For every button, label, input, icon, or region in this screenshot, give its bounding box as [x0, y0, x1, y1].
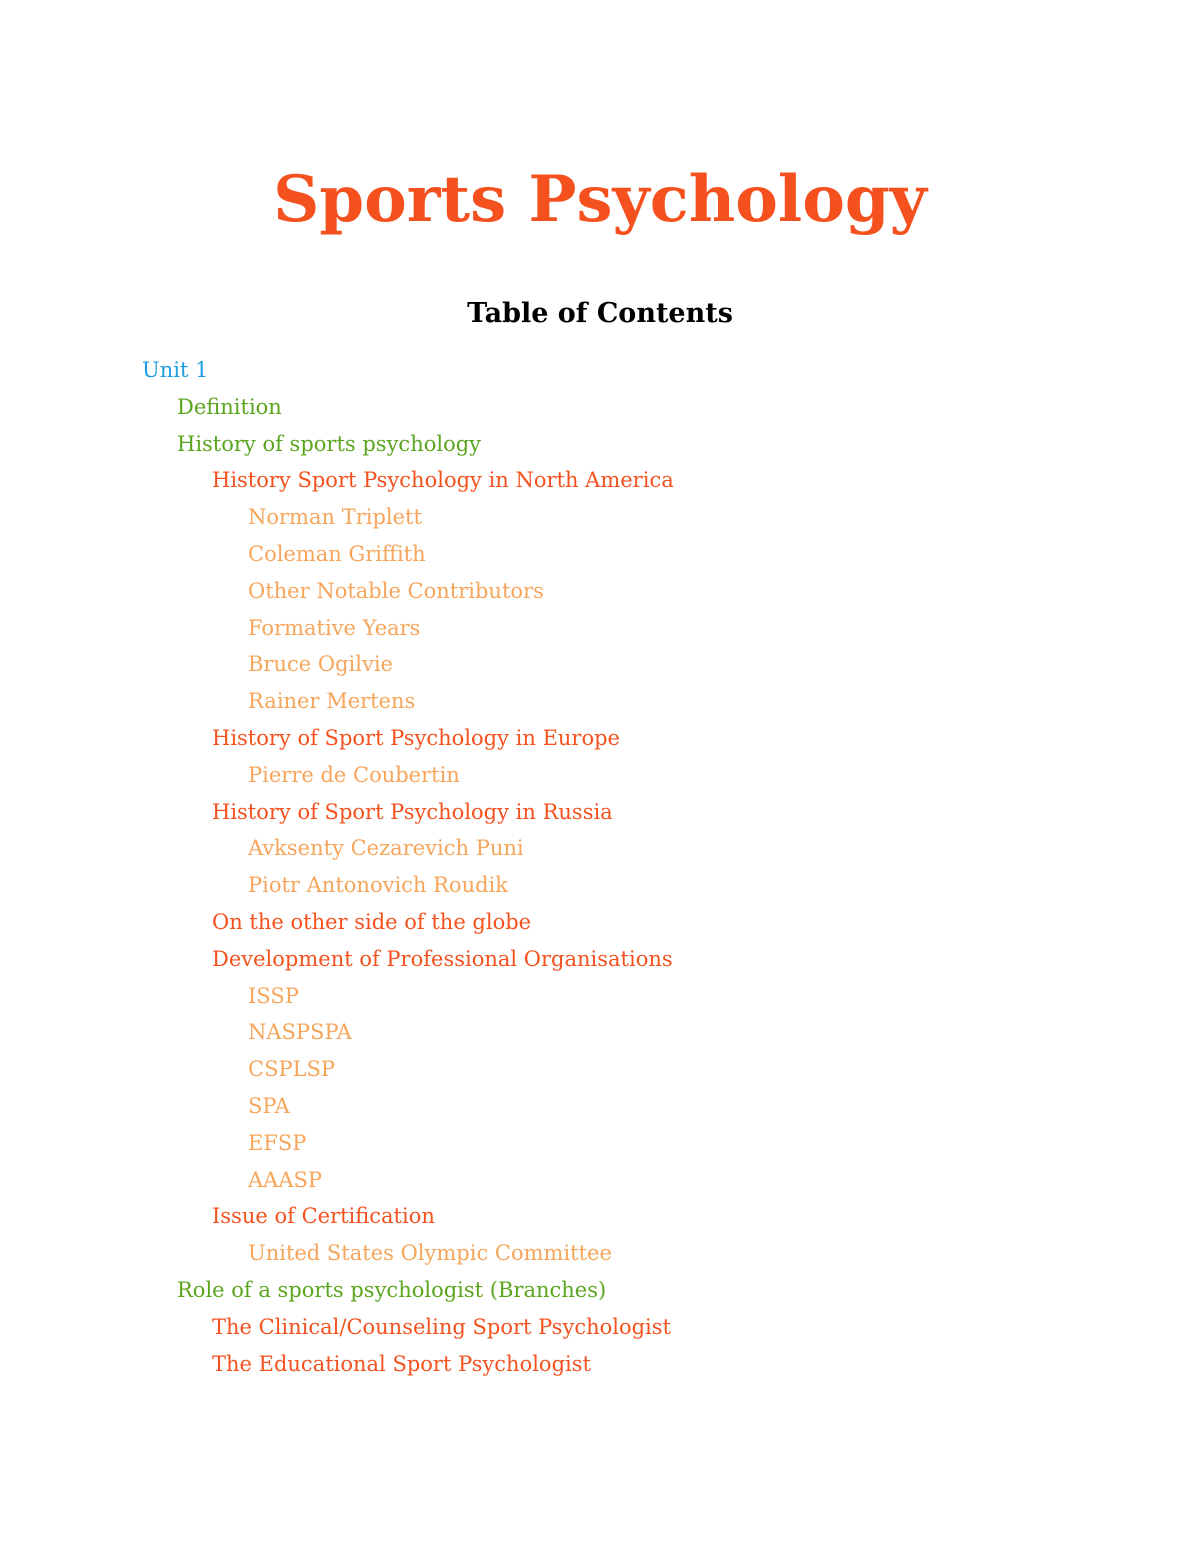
toc-entry-level-3[interactable]: Other Notable Contributors	[248, 578, 544, 603]
toc-entry-level-2[interactable]: The Educational Sport Psychologist	[212, 1351, 591, 1376]
toc-entry-level-1[interactable]: Definition	[177, 394, 282, 419]
toc-entry-level-3[interactable]: EFSP	[248, 1130, 307, 1155]
toc-entry-level-3[interactable]: Rainer Mertens	[248, 689, 416, 714]
toc-entry-level-3[interactable]: ISSP	[248, 983, 299, 1008]
toc-entry-level-0[interactable]: Unit 1	[142, 358, 209, 382]
toc-heading: Table of Contents	[467, 298, 733, 329]
toc-entry-level-3[interactable]: Bruce Ogilvie	[248, 652, 393, 677]
toc-entry-level-1[interactable]: Role of a sports psychologist (Branches)	[177, 1277, 607, 1302]
toc-entry-level-2[interactable]: The Clinical/Counseling Sport Psychologist	[212, 1314, 671, 1339]
toc-entry-level-2[interactable]: History of Sport Psychology in Russia	[212, 799, 613, 824]
toc-entry-level-2[interactable]: Development of Professional Organisations	[212, 946, 673, 971]
toc-entry-level-3[interactable]: NASPSPA	[248, 1020, 352, 1045]
toc-entry-level-1[interactable]: History of sports psychology	[177, 431, 482, 456]
toc-entry-level-2[interactable]: Issue of Certification	[212, 1204, 435, 1229]
toc-entry-level-3[interactable]: Avksenty Cezarevich Puni	[248, 836, 524, 861]
table-of-contents	[0, 352, 1200, 1382]
document-title: Sports Psychology	[273, 162, 927, 237]
toc-entry-level-3[interactable]: CSPLSP	[248, 1057, 336, 1082]
toc-entry-level-2[interactable]: On the other side of the globe	[212, 909, 532, 934]
toc-entry-level-3[interactable]: United States Olympic Committee	[248, 1241, 612, 1266]
toc-entry-level-2[interactable]: History of Sport Psychology in Europe	[212, 725, 620, 750]
toc-entry-level-3[interactable]: SPA	[248, 1093, 290, 1118]
toc-entry-level-3[interactable]: Pierre de Coubertin	[248, 762, 460, 787]
toc-entry-level-3[interactable]: Piotr Antonovich Roudik	[248, 873, 508, 898]
toc-entry-level-3[interactable]: Formative Years	[248, 615, 421, 640]
toc-entry-level-3[interactable]: AAASP	[248, 1167, 323, 1192]
toc-entry-level-3[interactable]: Coleman Griffith	[248, 541, 426, 566]
toc-entry-level-2[interactable]: History Sport Psychology in North America	[212, 468, 674, 493]
toc-entry-level-3[interactable]: Norman Triplett	[248, 505, 422, 530]
